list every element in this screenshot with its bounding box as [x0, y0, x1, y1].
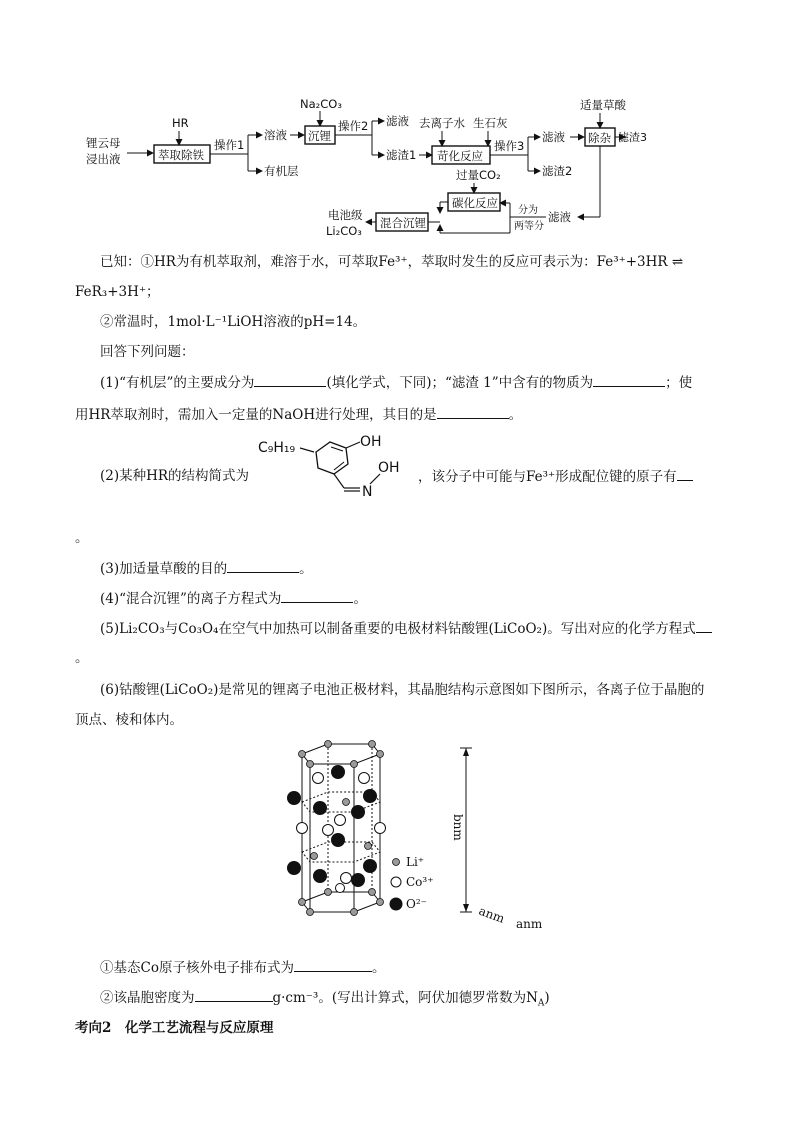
known-line-2: FeR₃+3H⁺； [75, 284, 160, 300]
intro-text: 回答下列问题： [100, 344, 195, 360]
mol-c9h19: C₉H₁₉ [258, 440, 296, 456]
mol-oh-2: OH [378, 460, 400, 476]
q1-part1: (1)“有机层”的主要成分为 [100, 375, 255, 391]
op1-label: 操作1 [214, 138, 245, 152]
q4-blank[interactable] [281, 588, 353, 603]
q4-end: 。 [353, 591, 367, 607]
product-label-1: 电池级 [328, 208, 363, 222]
na2co3-label: Na₂CO₃ [300, 97, 342, 111]
q1-blank-3[interactable] [437, 404, 509, 419]
split-label-1: 分为 [518, 205, 538, 216]
co2-label: 过量CO₂ [456, 168, 501, 182]
process-flowchart [70, 95, 650, 245]
residue3-label: 滤渣3 [618, 131, 647, 144]
legend-o: O²⁻ [406, 897, 427, 911]
q6-sub1 [100, 957, 385, 978]
mol-oh: OH [360, 434, 382, 450]
q6-line-1: (6)钴酸锂(LiCoO₂)是常见的锂离子电池正极材料，其晶胞结构示意图如下图所示，各离子位于晶胞的 [100, 682, 705, 698]
q1-line-1 [100, 372, 692, 393]
q2-line-1 [418, 466, 693, 487]
height-label: bnm [451, 814, 465, 841]
hr-structure-diagram [256, 430, 416, 510]
q1-part3: ；使 [665, 375, 693, 391]
q6-blank-1[interactable] [294, 957, 372, 972]
filtrate-top-label: 滤液 [386, 114, 409, 128]
legend-co: Co³⁺ [406, 875, 434, 889]
legend-li: Li⁺ [406, 855, 425, 869]
q1-part2: (填化学式，下同)；“滤渣 1”中含有的物质为 [326, 375, 594, 391]
known-line-1: 已知：①HR为有机萃取剂，难溶于水，可萃取Fe³⁺，萃取时发生的反应可表示为：Fe³⁺+3HR ⇌ [100, 254, 684, 270]
split-label-2: 两等分 [514, 221, 544, 232]
q6-blank-2[interactable] [195, 987, 273, 1002]
caustic-box-label: 苛化反应 [437, 149, 483, 163]
q4-part1: (4)“混合沉锂”的离子方程式为 [100, 591, 282, 607]
q1-blank-2[interactable] [593, 372, 665, 387]
feed-label-1: 锂云母 [86, 136, 121, 150]
q2-end: 。 [75, 530, 89, 546]
q3-blank[interactable] [227, 558, 299, 573]
q2-blank[interactable] [677, 466, 693, 481]
q6-sub1-text: ①基态Co原子核外电子排布式为 [100, 960, 294, 976]
residue2-label: 滤渣2 [542, 164, 573, 178]
oxalic-label: 适量草酸 [580, 98, 626, 112]
precip-box-label: 沉锂 [308, 129, 331, 143]
residue1-label: 滤渣1 [386, 148, 417, 162]
q6-sub1-end: 。 [371, 960, 386, 976]
q1-line2a: 用HR萃取剂时，需加入一定量的NaOH进行处理，其目的是 [75, 407, 437, 423]
q6-sub2-na-sub: A [537, 998, 545, 1009]
mix-box-label: 混合沉锂 [380, 216, 426, 230]
q6-sub2-text: ②该晶胞密度为 [100, 990, 195, 1006]
hr-label: HR [172, 116, 189, 130]
op3-label: 操作3 [494, 139, 525, 153]
q1-line-2 [75, 404, 522, 425]
filtrate-bottom-label: 滤液 [548, 210, 571, 224]
q5-end: 。 [75, 650, 89, 666]
section-heading: 考向2 化学工艺流程与反应原理 [75, 1020, 274, 1036]
q5-part1: (5)Li₂CO₃与Co₃O₄在空气中加热可以制备重要的电极材料钴酸锂(LiCoO₂)。写出对应的化学方程式 [100, 621, 696, 637]
q2-part1: (2)某种HR的结构简式为 [100, 468, 250, 484]
q1-line2b: 。 [508, 407, 523, 423]
base-label-1: anm [476, 903, 507, 926]
base-label-2: anm [516, 917, 543, 930]
lime-label: 生石灰 [473, 116, 508, 130]
deionized-label: 去离子水 [419, 116, 465, 130]
extract-box-label: 萃取除铁 [158, 148, 204, 162]
q6-sub2-unit: g·cm⁻³。(写出计算式，阿伏加德罗常数为N [272, 990, 538, 1006]
q3-end: 。 [299, 561, 313, 577]
q3-part1: (3)加适量草酸的目的 [100, 561, 228, 577]
q6-sub2 [100, 987, 550, 1008]
mol-n: N [362, 484, 373, 500]
product-label-2: Li₂CO₃ [326, 224, 362, 238]
q5-blank[interactable] [696, 618, 712, 633]
q3-line [100, 558, 313, 579]
q5-line [100, 618, 712, 639]
carbon-box-label: 碳化反应 [452, 196, 498, 210]
feed-label-2: 浸出液 [86, 152, 121, 166]
organic-label: 有机层 [264, 164, 299, 178]
solution-label: 溶液 [264, 128, 287, 142]
q6-line-2: 顶点、棱和体内。 [75, 712, 183, 728]
q6-sub2-end: ) [544, 990, 550, 1006]
purify-box-label: 除杂 [588, 131, 611, 145]
q2-part2: ，该分子中可能与Fe³⁺形成配位键的原子有 [418, 469, 677, 485]
filtrate-mid-label: 滤液 [542, 130, 565, 144]
q4-line [100, 588, 367, 609]
crystal-structure-diagram [280, 738, 580, 930]
q1-blank-1[interactable] [254, 372, 326, 387]
known-line-3: ②常温时，1mol·L⁻¹LiOH溶液的pH=14。 [100, 314, 367, 330]
op2-label: 操作2 [338, 119, 369, 133]
